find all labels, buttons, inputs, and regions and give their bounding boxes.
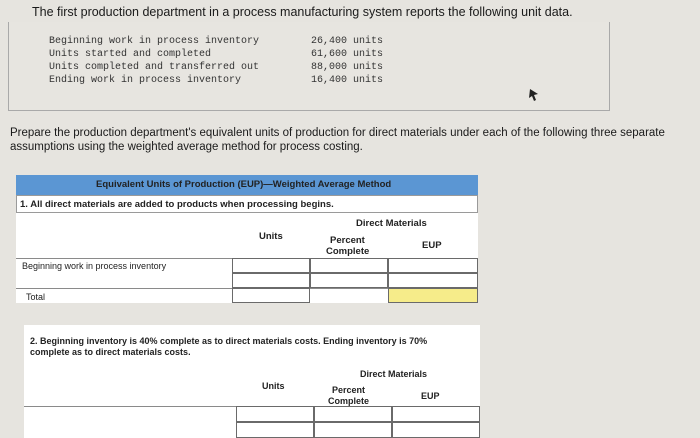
units-header: Units bbox=[259, 231, 283, 242]
eup-input-part2-beginning[interactable] bbox=[392, 406, 480, 422]
row-label-total: Total bbox=[26, 292, 46, 302]
units-input-part2-ending[interactable] bbox=[236, 422, 314, 438]
percent-input-beginning[interactable] bbox=[310, 258, 388, 273]
eup-input-beginning[interactable] bbox=[388, 258, 478, 273]
unit-label-started: Units started and completed bbox=[49, 49, 212, 60]
eup-input-total[interactable] bbox=[388, 288, 478, 303]
unit-data-box bbox=[8, 22, 610, 111]
direct-materials-header-2: Direct Materials bbox=[360, 369, 428, 379]
complete-header-2: Complete bbox=[328, 396, 370, 406]
question-title: The first production department in a process manufacturing system reports the following unit data. bbox=[32, 5, 573, 19]
prompt-line-2: assumptions using the weighted average method for process costing. bbox=[10, 141, 363, 153]
units-input-part2-beginning[interactable] bbox=[236, 406, 314, 422]
complete-header: Complete bbox=[326, 246, 370, 257]
direct-materials-header: Direct Materials bbox=[356, 218, 427, 229]
row-label-beginning: Beginning work in process inventory bbox=[22, 261, 167, 271]
percent-input-ending[interactable] bbox=[310, 273, 388, 288]
unit-value-transferred: 88,000 units bbox=[311, 62, 384, 73]
unit-value-beginning: 26,400 units bbox=[311, 36, 384, 47]
prompt-line-1: Prepare the production department's equivalent units of production for direct materials under each of the following three separate bbox=[10, 127, 665, 139]
part2-heading-line-2: complete as to direct materials costs. bbox=[30, 347, 191, 357]
units-input-beginning[interactable] bbox=[232, 258, 310, 273]
units-input-ending[interactable] bbox=[232, 273, 310, 288]
unit-value-started: 61,600 units bbox=[311, 49, 384, 60]
eup-input-part2-ending[interactable] bbox=[392, 422, 480, 438]
unit-label-ending: Ending work in process inventory bbox=[49, 75, 242, 86]
part2-heading-line-1: 2. Beginning inventory is 40% complete as to direct materials costs. Ending inventory is 70% bbox=[30, 336, 428, 346]
mouse-pointer-icon bbox=[528, 88, 540, 102]
part1-heading: 1. All direct materials are added to products when processing begins. bbox=[20, 199, 334, 210]
eup-input-ending[interactable] bbox=[388, 273, 478, 288]
percent-input-part2-beginning[interactable] bbox=[314, 406, 392, 422]
percent-header-2: Percent bbox=[332, 385, 366, 395]
unit-label-transferred: Units completed and transferred out bbox=[49, 62, 260, 73]
unit-label-beginning: Beginning work in process inventory bbox=[49, 36, 260, 47]
units-header-2: Units bbox=[262, 381, 285, 391]
percent-input-part2-ending[interactable] bbox=[314, 422, 392, 438]
unit-value-ending: 16,400 units bbox=[311, 75, 384, 86]
units-input-total[interactable] bbox=[232, 288, 310, 303]
assignment-prompt bbox=[10, 126, 700, 154]
percent-header: Percent bbox=[330, 235, 365, 246]
table-title: Equivalent Units of Production (EUP)—Weighted Average Method bbox=[96, 179, 392, 190]
eup-header-2: EUP bbox=[421, 391, 440, 401]
eup-header: EUP bbox=[422, 240, 442, 251]
